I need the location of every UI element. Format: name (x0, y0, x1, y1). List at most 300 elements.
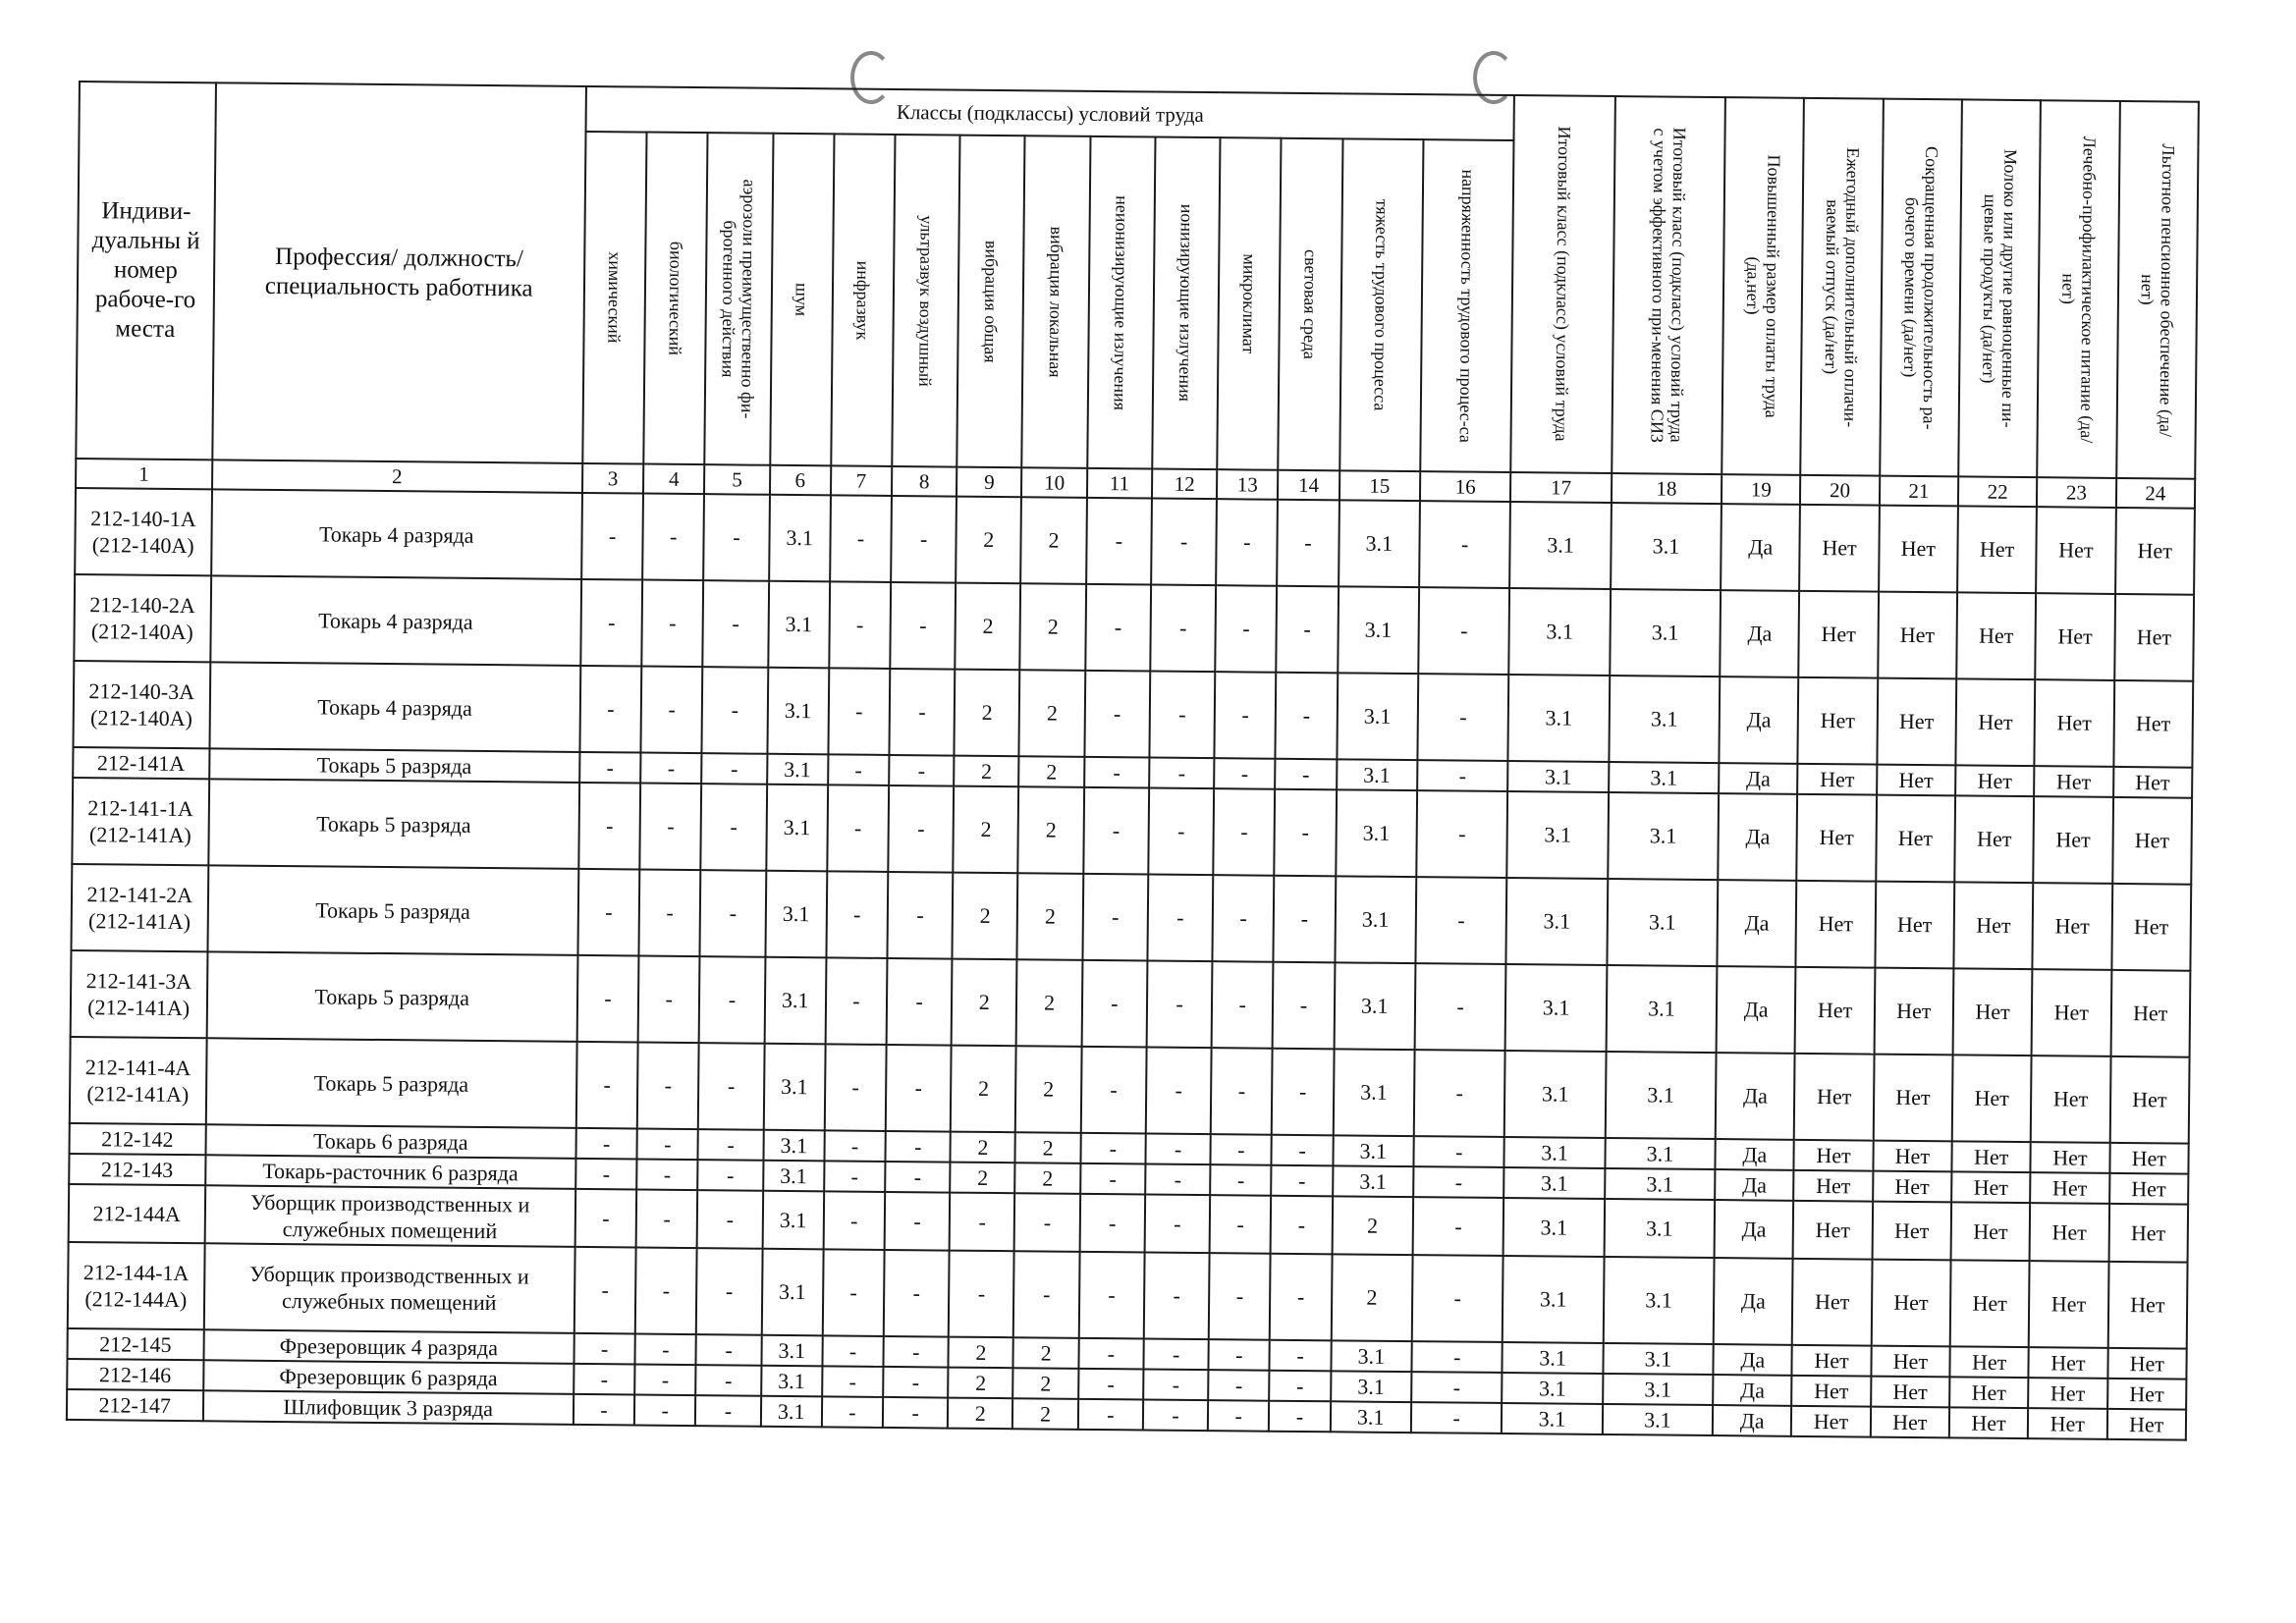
column-number: 14 (1278, 470, 1339, 501)
value-cell: 3.1 (1504, 1137, 1606, 1168)
value-cell: - (828, 668, 890, 755)
value-cell: - (696, 1248, 762, 1335)
value-cell: 3.1 (763, 1044, 825, 1131)
value-cell: - (889, 669, 955, 756)
value-cell: Да (1715, 1200, 1794, 1259)
value-cell: 3.1 (1331, 1340, 1412, 1372)
value-cell: 2 (1019, 670, 1085, 757)
value-cell: - (1212, 961, 1274, 1049)
value-cell: - (1085, 584, 1151, 672)
header-factor: ультразвук воздушный (892, 135, 959, 467)
profession-cell: Токарь 5 разряда (209, 748, 580, 783)
workplace-number-cell: 212-143 (69, 1154, 205, 1185)
column-number: 18 (1612, 473, 1722, 504)
value-cell: Нет (2030, 1203, 2109, 1262)
value-cell: Нет (1950, 1260, 2030, 1347)
value-cell: - (1146, 1047, 1212, 1134)
value-cell: Нет (2107, 1379, 2187, 1410)
value-cell: - (1414, 963, 1505, 1051)
value-cell: - (1270, 1254, 1332, 1341)
value-cell: 2 (951, 1132, 1016, 1163)
value-cell: - (580, 579, 642, 667)
value-cell: 3.1 (1335, 876, 1416, 963)
header-classes-group: Классы (подклассы) условий труда (585, 86, 1514, 140)
header-factor: шум (770, 134, 834, 466)
value-cell: 3.1 (764, 957, 826, 1045)
value-cell: Да (1713, 1375, 1792, 1406)
value-cell: Да (1718, 793, 1797, 881)
value-cell: Нет (1792, 1259, 1872, 1346)
value-cell: 2 (951, 1046, 1016, 1133)
value-cell: 3.1 (1336, 789, 1417, 877)
value-cell: Нет (2111, 884, 2191, 971)
value-cell: Да (1717, 966, 1796, 1054)
value-cell: Нет (2031, 1055, 2110, 1143)
value-cell: 3.1 (1507, 761, 1609, 792)
value-cell: Нет (1874, 968, 1953, 1055)
column-number: 17 (1510, 472, 1612, 503)
value-cell: Да (1720, 590, 1799, 677)
value-cell: - (885, 1192, 951, 1251)
value-cell: - (1147, 874, 1213, 961)
value-cell: 3.1 (761, 1366, 823, 1397)
value-cell: 3.1 (765, 871, 827, 958)
value-cell: - (634, 1364, 696, 1395)
value-cell: - (1209, 1339, 1271, 1371)
value-cell: - (1270, 1340, 1332, 1372)
value-cell: - (697, 1160, 763, 1191)
value-cell: Да (1719, 763, 1798, 794)
value-cell: Нет (1792, 1376, 1872, 1407)
value-cell: - (949, 1251, 1014, 1338)
value-cell: 3.1 (1507, 791, 1609, 879)
value-cell: 2 (956, 583, 1021, 671)
value-cell: - (1145, 1163, 1211, 1195)
value-cell: Нет (1953, 968, 2033, 1055)
value-cell: - (1273, 962, 1335, 1050)
value-cell: - (1143, 1399, 1209, 1431)
column-number: 6 (770, 465, 832, 496)
value-cell: Да (1715, 1169, 1794, 1201)
value-cell: - (1417, 674, 1508, 761)
value-cell: Нет (2028, 1408, 2107, 1439)
value-cell: - (883, 1397, 949, 1429)
workplace-number-cell: 212-144-1А (212-144А) (68, 1242, 204, 1329)
value-cell: Нет (1953, 882, 2033, 969)
value-cell: Нет (2115, 508, 2195, 595)
value-cell: 2 (953, 873, 1018, 960)
column-number: 22 (1958, 476, 2038, 507)
header-milk: Молоко или другие равноценные пи-щевые продукты (да/нет) (1958, 99, 2041, 477)
value-cell: - (700, 870, 766, 957)
value-cell: Нет (1876, 795, 1955, 883)
workplace-number-cell: 212-141-3А (212-141А) (71, 950, 207, 1038)
value-cell: - (830, 495, 892, 582)
value-cell: - (697, 1190, 763, 1249)
value-cell: - (887, 872, 953, 959)
value-cell: 2 (949, 1337, 1014, 1369)
value-cell: Нет (1951, 1202, 2031, 1261)
workplace-number-cell: 212-141А (73, 747, 209, 779)
value-cell: Да (1721, 504, 1800, 591)
value-cell: Да (1716, 1139, 1795, 1170)
value-cell: Нет (2029, 1347, 2108, 1379)
value-cell: - (574, 1394, 635, 1426)
value-cell: - (1078, 1369, 1144, 1400)
value-cell: - (829, 581, 891, 669)
value-cell: Нет (1873, 1141, 1952, 1172)
value-cell: 2 (1013, 1368, 1079, 1399)
value-cell: Нет (2110, 970, 2190, 1057)
value-cell: Нет (2113, 767, 2193, 798)
value-cell: Нет (1794, 1140, 1874, 1171)
value-cell: Нет (2113, 680, 2193, 768)
value-cell: 3.1 (1502, 1403, 1603, 1434)
value-cell: - (579, 666, 641, 753)
value-cell: Да (1714, 1344, 1793, 1376)
value-cell: Нет (1871, 1346, 1950, 1378)
value-cell: Нет (1877, 765, 1956, 796)
value-cell: - (637, 1043, 699, 1130)
header-factor: аэрозоли преимущественно фи-брогенного действия (705, 133, 773, 465)
profession-cell: Токарь-расточник 6 разряда (205, 1155, 576, 1189)
value-cell: - (1418, 587, 1509, 675)
value-cell: - (640, 753, 702, 784)
column-number: 19 (1722, 474, 1801, 505)
value-cell: - (637, 1129, 699, 1161)
workplace-number-cell: 212-142 (70, 1123, 206, 1155)
column-number: 16 (1420, 471, 1511, 502)
value-cell: - (696, 1334, 762, 1366)
value-cell: Да (1720, 676, 1799, 764)
value-cell: Нет (2029, 1261, 2108, 1348)
profession-cell: Токарь 5 разряда (208, 779, 579, 869)
value-cell: - (639, 870, 701, 957)
value-cell: - (884, 1250, 950, 1337)
value-cell: - (703, 580, 769, 668)
value-cell: 2 (948, 1368, 1013, 1399)
value-cell: - (1084, 671, 1150, 758)
column-number: 24 (2115, 478, 2195, 509)
value-cell: - (1216, 499, 1278, 586)
value-cell: - (1276, 673, 1338, 760)
value-cell: - (1143, 1338, 1209, 1370)
value-cell: 3.1 (1609, 762, 1720, 793)
value-cell: - (1414, 1050, 1505, 1137)
value-cell: - (1084, 757, 1150, 788)
value-cell: - (1079, 1194, 1145, 1253)
value-cell: - (635, 1248, 697, 1335)
value-cell: 3.1 (1605, 1138, 1716, 1169)
workplace-number-cell: 212-141-2А (212-141А) (71, 864, 207, 951)
value-cell: - (1213, 875, 1275, 962)
value-cell: - (822, 1335, 884, 1367)
value-cell: - (1413, 1166, 1504, 1198)
value-cell: Нет (1951, 1141, 2031, 1172)
value-cell: - (1013, 1251, 1079, 1338)
header-factor: инфразвук (831, 134, 895, 466)
value-cell: 3.1 (1605, 1168, 1716, 1200)
value-cell: - (1276, 759, 1338, 790)
value-cell: Нет (1795, 967, 1875, 1055)
workplace-number-cell: 212-145 (68, 1328, 204, 1360)
value-cell: 3.1 (767, 754, 829, 785)
profession-cell: Токарь 6 разряда (205, 1124, 576, 1159)
value-cell: Нет (1949, 1407, 2029, 1438)
profession-cell: Токарь 4 разряда (209, 662, 580, 752)
value-cell: Нет (1872, 1202, 1951, 1261)
workplace-number-cell: 212-140-3А (212-140А) (73, 661, 209, 748)
value-cell: Нет (1956, 592, 2036, 679)
value-cell: Нет (1878, 592, 1957, 679)
value-cell: - (825, 957, 887, 1045)
profession-cell: Токарь 5 разряда (207, 865, 578, 955)
column-number: 20 (1800, 475, 1880, 506)
value-cell: Нет (1877, 678, 1956, 766)
header-pay-increase: Повышенный размер оплаты труда (да,нет) (1722, 97, 1804, 475)
value-cell: Нет (1794, 1170, 1874, 1202)
value-cell: - (1269, 1401, 1331, 1433)
value-cell: - (1416, 790, 1507, 878)
value-cell: - (574, 1189, 636, 1248)
value-cell: Нет (1797, 764, 1877, 795)
header-factor: ионизирующие излучения (1152, 137, 1220, 470)
value-cell: 3.1 (1603, 1257, 1714, 1344)
value-cell: - (891, 496, 957, 583)
value-cell: 3.1 (1607, 879, 1718, 966)
value-cell: - (1214, 758, 1276, 789)
value-cell: - (1272, 1165, 1334, 1197)
value-cell: - (641, 580, 703, 668)
value-cell: - (885, 1162, 951, 1193)
value-cell: Нет (2028, 1378, 2107, 1409)
value-cell: 2 (954, 756, 1019, 787)
value-cell: - (1277, 500, 1339, 587)
value-cell: 3.1 (1503, 1256, 1604, 1343)
profession-cell: Фрезеровщик 6 разряда (203, 1360, 574, 1394)
value-cell: 3.1 (1603, 1343, 1714, 1375)
value-cell: 3.1 (1608, 792, 1719, 880)
value-cell: 2 (1015, 1163, 1081, 1194)
column-number: 11 (1087, 468, 1153, 499)
column-number: 9 (957, 467, 1022, 498)
value-cell: - (577, 955, 639, 1043)
value-cell: 3.1 (1502, 1373, 1603, 1404)
value-cell: - (1148, 787, 1214, 875)
value-cell: - (1086, 498, 1152, 585)
value-cell: - (635, 1334, 697, 1366)
value-cell: 3.1 (1604, 1199, 1715, 1258)
value-cell: 3.1 (766, 784, 828, 872)
value-cell: - (641, 667, 703, 754)
value-cell: 3.1 (1333, 1049, 1414, 1136)
value-cell: - (1208, 1400, 1270, 1432)
value-cell: 2 (1012, 1398, 1078, 1430)
value-cell: Нет (1873, 1055, 1952, 1142)
value-cell: Нет (1879, 506, 1958, 593)
value-cell: 3.1 (1331, 1371, 1412, 1402)
value-cell: - (574, 1333, 635, 1365)
value-cell: 3.1 (1338, 586, 1419, 674)
value-cell: 3.1 (1610, 589, 1721, 676)
value-cell: - (1078, 1252, 1144, 1339)
value-cell: Нет (1952, 1055, 2032, 1142)
value-cell: 2 (1016, 959, 1082, 1047)
value-cell: - (1271, 1196, 1333, 1255)
value-cell: - (824, 1161, 886, 1192)
header-factor: вибрация общая (957, 135, 1024, 468)
value-cell: - (828, 754, 890, 785)
value-cell: 2 (1019, 756, 1085, 787)
value-cell: - (1014, 1193, 1080, 1252)
value-cell: Нет (2033, 796, 2112, 884)
value-cell: 3.1 (1509, 588, 1611, 676)
value-cell: Нет (1797, 794, 1877, 882)
column-number: 21 (1880, 476, 1959, 507)
value-cell: - (636, 1160, 698, 1191)
value-cell: - (1143, 1369, 1209, 1400)
value-cell: Нет (2107, 1262, 2187, 1349)
header-extra-leave: Ежегодный дополнительный оплачи-ваемый отпуск (да/нет) (1801, 98, 1884, 476)
header-factor: микроклимат (1217, 137, 1281, 470)
value-cell: - (886, 1045, 952, 1132)
value-cell: Нет (1799, 505, 1879, 592)
value-cell: - (824, 1130, 886, 1162)
value-cell: - (1211, 1048, 1273, 1135)
value-cell: Нет (2035, 679, 2114, 767)
value-cell: Нет (2114, 594, 2194, 681)
header-factor: биологический (643, 133, 707, 465)
value-cell: - (1078, 1399, 1144, 1431)
value-cell: - (698, 1129, 764, 1161)
value-cell: Нет (1949, 1377, 2029, 1408)
value-cell: - (887, 958, 953, 1046)
value-cell: 2 (1020, 583, 1086, 671)
value-cell: - (1412, 1197, 1503, 1256)
value-cell: - (581, 493, 643, 580)
value-cell: - (1215, 585, 1277, 673)
header-factor: вибрация локальная (1022, 135, 1090, 468)
header-final-class-siz: Итоговый класс (подкласс) условий труда с учетом эффективного при-менения СИЗ (1612, 96, 1725, 474)
value-cell: - (695, 1395, 761, 1427)
value-cell: Нет (1870, 1407, 1949, 1438)
value-cell: 2 (1021, 497, 1087, 584)
value-cell: Нет (1873, 1171, 1952, 1203)
value-cell: 3.1 (760, 1396, 822, 1428)
workplace-number-cell: 212-141-4А (212-141А) (70, 1037, 206, 1124)
value-cell: 3.1 (1330, 1401, 1411, 1433)
value-cell: - (1083, 787, 1149, 875)
value-cell: - (1150, 585, 1216, 673)
value-cell: 3.1 (762, 1191, 824, 1250)
value-cell: Нет (2107, 1348, 2187, 1380)
value-cell: - (1145, 1194, 1211, 1253)
value-cell: 3.1 (1509, 502, 1611, 589)
value-cell: 3.1 (769, 495, 831, 582)
value-cell: Нет (1871, 1377, 1950, 1408)
value-cell: 2 (950, 1163, 1015, 1194)
column-number: 10 (1021, 467, 1087, 498)
value-cell: - (638, 956, 700, 1044)
value-cell: - (579, 752, 641, 784)
value-cell: 3.1 (1504, 1051, 1606, 1138)
value-cell: - (888, 785, 954, 873)
value-cell: - (826, 871, 888, 958)
value-cell: Нет (2108, 1204, 2188, 1263)
value-cell: Нет (1954, 795, 2034, 883)
profession-cell: Токарь 5 разряда (205, 1038, 576, 1128)
workplace-number-cell: 212-140-2А (212-140А) (74, 574, 210, 662)
column-number: 12 (1152, 469, 1218, 500)
value-cell: - (1413, 1136, 1504, 1167)
value-cell: - (1080, 1047, 1146, 1134)
value-cell: 3.1 (768, 581, 830, 669)
value-cell: - (1149, 672, 1215, 759)
column-number: 8 (892, 466, 957, 497)
value-cell: - (1081, 960, 1147, 1048)
value-cell: Нет (1794, 1054, 1874, 1141)
value-cell: Да (1716, 1053, 1795, 1140)
value-cell: Нет (1875, 882, 1954, 969)
header-factor: химический (582, 132, 646, 464)
value-cell: - (1275, 789, 1337, 877)
value-cell: - (1415, 877, 1506, 964)
value-cell: 2 (955, 670, 1020, 757)
value-cell: - (1411, 1372, 1503, 1403)
value-cell: Нет (1798, 677, 1878, 765)
value-cell: Нет (2109, 1143, 2189, 1174)
value-cell: - (1080, 1163, 1146, 1195)
value-cell: Нет (2112, 797, 2192, 885)
value-cell: - (883, 1367, 949, 1398)
value-cell: - (1419, 501, 1510, 588)
value-cell: - (1210, 1195, 1272, 1254)
value-cell: - (574, 1364, 635, 1395)
value-cell: - (1208, 1370, 1270, 1401)
value-cell: - (634, 1394, 696, 1426)
value-cell: Нет (2106, 1409, 2186, 1440)
workplace-number-cell: 212-147 (67, 1389, 203, 1421)
value-cell: - (578, 783, 640, 870)
value-cell: - (576, 1042, 638, 1129)
value-cell: 2 (956, 497, 1021, 584)
value-cell: Нет (2036, 507, 2115, 594)
value-cell: Да (1714, 1258, 1793, 1345)
value-cell: 3.1 (1606, 965, 1717, 1053)
value-cell: 3.1 (1337, 673, 1418, 760)
value-cell: Нет (1792, 1345, 1872, 1377)
value-cell: 2 (952, 959, 1017, 1047)
profession-cell: Уборщик производственных и служебных помещений (203, 1243, 574, 1333)
column-number: 5 (704, 464, 770, 495)
value-cell: 3.1 (1603, 1404, 1714, 1435)
value-cell: - (885, 1131, 951, 1163)
value-cell: 3.1 (1337, 759, 1418, 790)
value-cell: - (574, 1247, 636, 1334)
value-cell: Нет (2030, 1172, 2109, 1204)
value-cell: 2 (1331, 1254, 1412, 1341)
value-cell: Нет (2031, 1142, 2110, 1173)
header-factor: световая среда (1279, 138, 1342, 471)
value-cell: 2 (1015, 1046, 1081, 1133)
value-cell: - (825, 1044, 887, 1131)
value-cell: Нет (1955, 678, 2035, 766)
value-cell: 3.1 (763, 1161, 825, 1192)
value-cell: 2 (954, 786, 1019, 874)
value-cell: - (1215, 672, 1277, 759)
value-cell: - (575, 1128, 637, 1160)
header-factor: тяжесть трудового процесса (1339, 138, 1424, 471)
